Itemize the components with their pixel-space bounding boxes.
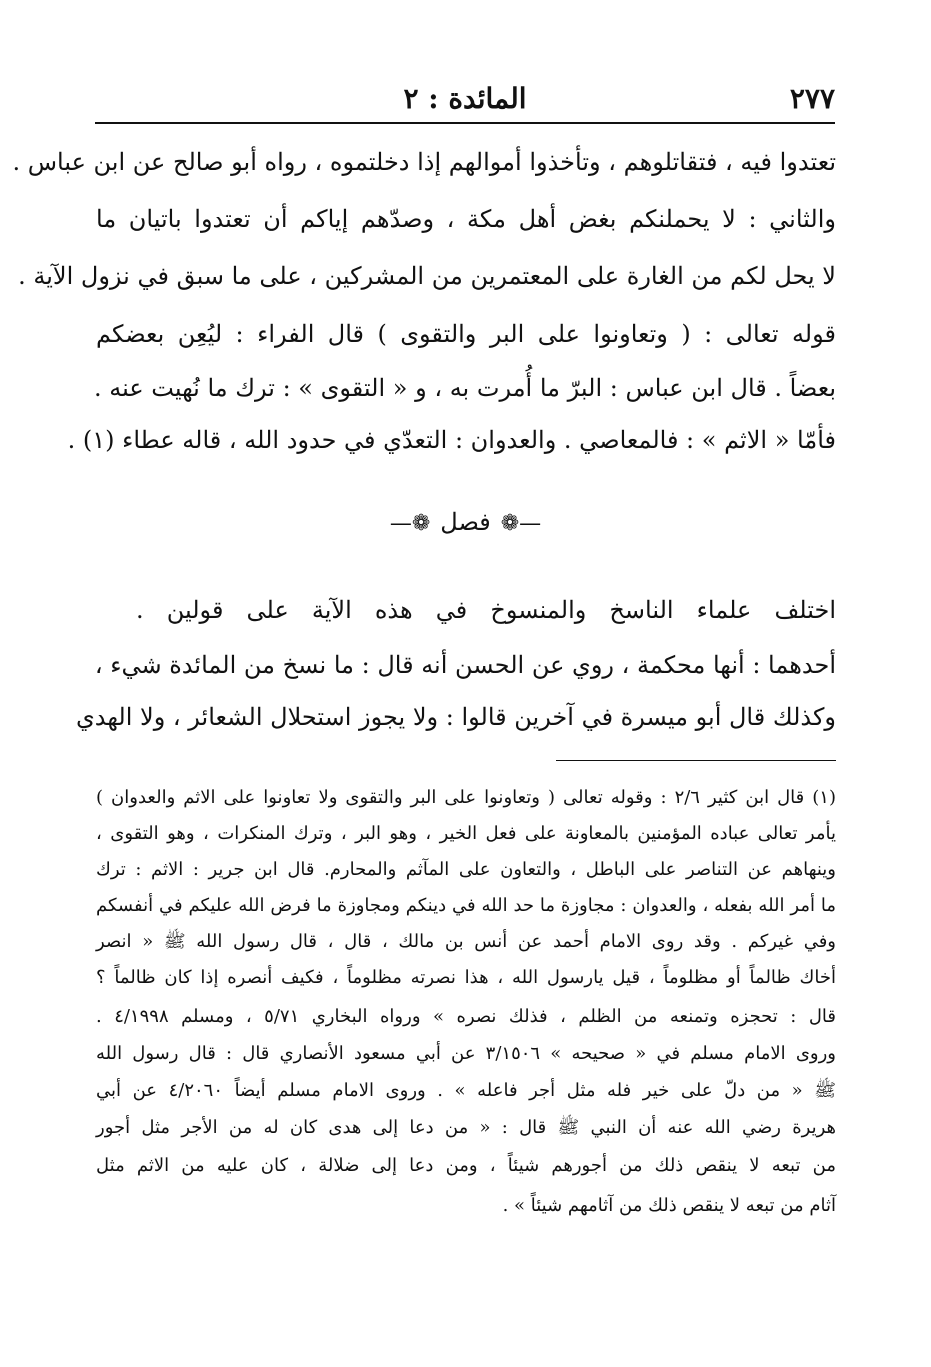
body-line: فأمّا « الاثم » : فالمعاصي . والعدوان : التعدّي في حدود الله ، قاله عطاء (١) . — [67, 426, 836, 454]
running-title: المائدة : ٢ — [403, 82, 527, 115]
footnote-line: ما أمر الله بفعله ، والعدوان : مجاوزة ما حد الله في دينكم ومجاوزة ما فرض الله عليكم في أنفسكم — [96, 895, 836, 916]
footnote-line: وروى الامام مسلم في « صحيحه » ٣/١٥٠٦ عن أبي مسعود الأنصاري قال : قال رسول الله — [96, 1043, 836, 1064]
section-heading — [0, 502, 931, 544]
body-line: قوله تعالى : ( وتعاونوا على البر والتقوى ) قال الفراء : ليُعِن بعضكم — [96, 320, 836, 348]
section-title: فصل — [440, 508, 491, 536]
section-line: اختلف علماء الناسخ والمنسوخ في هذه الآية على قولين . — [136, 596, 837, 624]
footnote-line: (١) قال ابن كثير ٢/٦ : وقوله تعالى ( وتعاونوا على البر والتقوى ولا تعاونوا على الاثم والعدوان ) — [96, 787, 836, 808]
footnote-line: أخاك ظالماً أو مظلوماً ، قيل يارسول الله ، هذا نصرته مظلوماً ، فكيف أنصره إذا كان ظالماً ؟ — [96, 967, 836, 988]
footnote-line: هريرة رضي الله عنه أن النبي ﷺ قال : « من دعا إلى هدى كان له من الأجر مثل أجور — [96, 1117, 836, 1138]
body-line: والثاني : لا يحملنكم بغض أهل مكة ، وصدّهم إياكم أن تعتدوا باتيان ما — [96, 205, 836, 233]
header-divider — [95, 122, 835, 124]
page-number: ٢٧٧ — [789, 82, 835, 115]
footnote-line: يأمر تعالى عباده المؤمنين بالمعاونة على فعل الخير ، وهو البر ، وترك المنكرات ، وهو التقوى ، — [96, 823, 836, 844]
footnote-line: آثام من تبعه لا ينقص ذلك من آثامهم شيئاً » . — [502, 1195, 836, 1216]
footnote-line: قال : تحجزه وتمنعه من الظلم ، فذلك نصره » ورواه البخاري ٥/٧١ ، ومسلم ٤/١٩٩٨ . — [96, 1006, 836, 1027]
ornament-icon: ❁— — [389, 511, 431, 536]
section-line: وكذلك قال أبو ميسرة في آخرين قالوا : ولا يجوز استحلال الشعائر ، ولا الهدي — [75, 703, 836, 731]
footnote-line: وفي غيركم . وقد روى الامام أحمد عن أنس بن مالك ، قال ، قال رسول الله ﷺ « انصر — [96, 931, 836, 952]
footnote-line: وينهاهم عن التناصر على الباطل ، والتعاون على المآثم والمحارم. قال ابن جرير : الاثم : ترك — [96, 859, 836, 880]
body-line: لا يحل لكم من الغارة على المعتمرين من المشركين ، على ما سبق في نزول الآية . — [18, 262, 836, 290]
footnote-divider — [556, 760, 836, 761]
page-header — [95, 82, 835, 122]
ornament-icon: —❁ — [500, 511, 542, 536]
section-line: أحدهما : أنها محكمة ، روي عن الحسن أنه قال : ما نسخ من المائدة شيء ، — [94, 651, 836, 679]
footnote-line: ﷺ « من دلّ على خير فله مثل أجر فاعله » . وروى الامام مسلم أيضاً ٤/٢٠٦٠ عن أبي — [96, 1080, 837, 1101]
footnote-line: من تبعه لا ينقص ذلك من أجورهم شيئاً ، ومن دعا إلى ضلالة ، كان عليه من الاثم مثل — [96, 1155, 836, 1176]
body-line: بعضاً . قال ابن عباس : البرّ ما أُمرت به ، و « التقوى » : ترك ما نُهيت عنه . — [93, 374, 836, 402]
body-line: تعتدوا فيه ، فتقاتلوهم ، وتأخذوا أموالهم إذا دخلتموه ، رواه أبو صالح عن ابن عباس . — [12, 148, 836, 176]
